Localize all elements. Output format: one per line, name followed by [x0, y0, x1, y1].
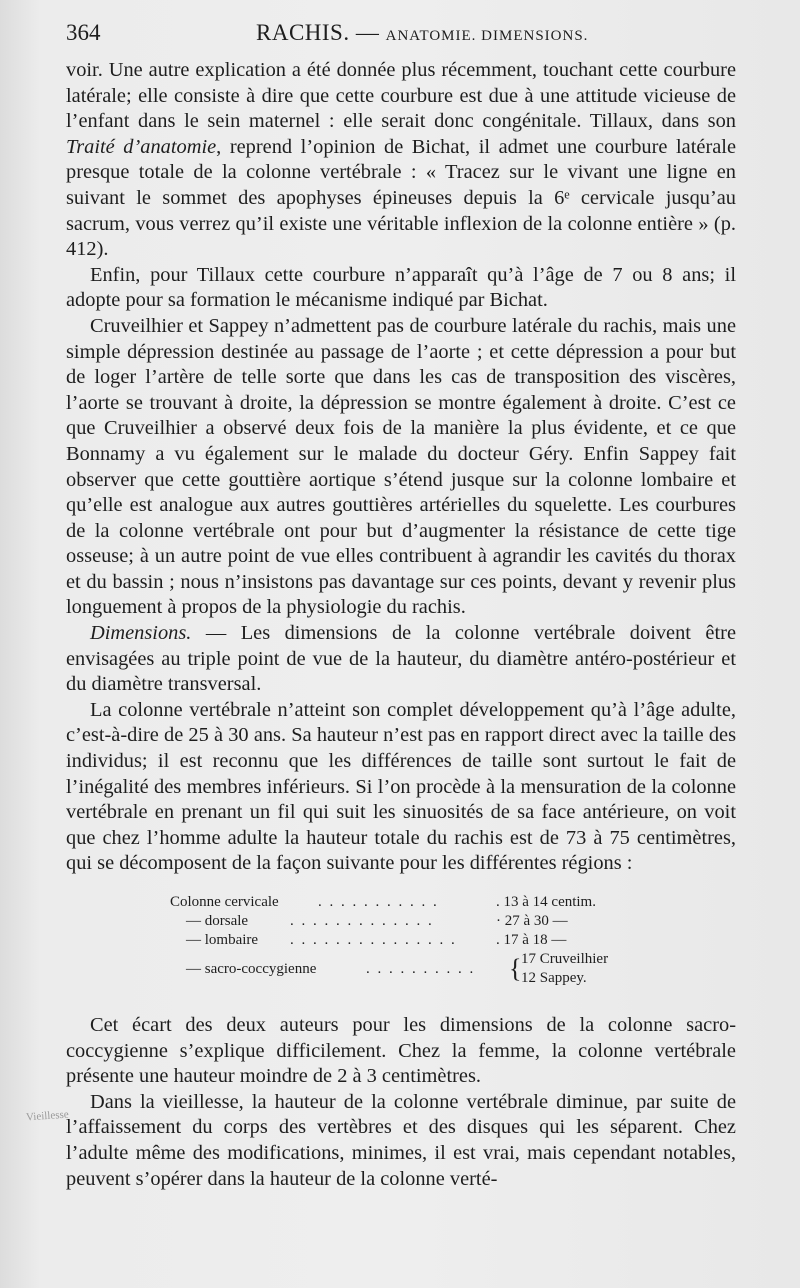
paragraph-7: Dans la vieillesse, la hauteur de la colonne vertébrale diminue, par suite de l’affaissement du corps des vertèbres et des disques qui les séparent. Chez l’adulte même des modifications, minimes, il est vrai, mais cependant notables, peuvent s’opérer dans la hauteur de la colonne verté- — [66, 1090, 736, 1190]
row-leader-dots: . . . . . . . . . . . — [318, 894, 439, 910]
row-label: — dorsale — [186, 913, 249, 929]
row-leader-dots: . . . . . . . . . . — [366, 961, 476, 977]
paragraph-1-rest: , reprend l’opinion de Bichat, il admet une courbure latérale presque totale de la colonne vertébrale : « Tracez sur le vivant une ligne en suivant le sommet des apophyses épineuses depuis la 6ᵉ cervicale jusqu’au sacrum, vous verrez qu’il existe une véritable inflexion de la colonne entière » (p. 412). — [66, 135, 736, 261]
paragraph-1-text: voir. Une autre explication a été donnée plus récemment, touchant cette courbure latérale; elle consiste à dire que cette courbure est due à une attitude vicieuse de l’enfant dans le sein maternel : elle serait donc congénitale. Tillaux, dans son — [66, 59, 736, 133]
row-value-sappey: 12 Sappey. — [521, 970, 587, 986]
paragraph-5: La colonne vertébrale n’atteint son complet développement qu’à l’âge adulte, c’est-à-dire de 25 à 30 ans. Sa hauteur n’est pas en rapport direct avec la taille des individus; il est reconnu que les différences de taille sont surtout le fait de l’inégalité des membres inférieurs. Si l’on procède à la mensuration de la colonne vertébrale en prenant un fil qui suit les sinuosités de sa face antérieure, on voit que chez l’homme adulte la hauteur totale du rachis est de 73 à 75 centimètres, qui se décomposent de la façon suivante pour les différentes régions : — [66, 698, 736, 875]
row-value-cruveilhier: 17 Cruveilhier — [521, 951, 609, 967]
body-text — [66, 58, 736, 1192]
running-title-main: RACHIS. — [256, 20, 350, 45]
section-heading-dimensions: Dimensions. — [90, 622, 192, 645]
row-leader-dots: . . . . . . . . . . . . . . . — [290, 932, 457, 948]
row-label: Colonne cervicale — [170, 894, 279, 910]
margin-annotation: Vieillesse — [25, 1108, 70, 1124]
table-brace: { — [509, 954, 522, 983]
paragraph-2: Enfin, pour Tillaux cette courbure n’apparaît qu’à l’âge de 7 ou 8 ans; il adopte pour sa formation le mécanisme indiqué par Bichat. — [66, 263, 736, 312]
paragraph-4 — [66, 621, 736, 698]
running-title-section: ANATOMIE. DIMENSIONS. — [385, 28, 589, 44]
paragraph-3: Cruveilhier et Sappey n’admettent pas de courbure latérale du rachis, mais une simple dépression destinée au passage de l’aorte ; et cette dépression a pour but de loger l’artère de telle sorte que dans les cas de transposition des viscères, l’aorte se trouvant à droite, la dépression se montre également à droite. C’est ce que Cruveilhier a observé deux fois de la manière la plus évidente, et ce que Bonnamy a vu également sur le malade du docteur Géry. Enfin Sappey fait observer que cette gouttière aortique s’étend jusque sur la colonne lombaire et qu’elle est analogue aux autres gouttières artérielles du squelette. Les courbures de la colonne vertébrale ont pour but d’augmenter la résistance de cette tige osseuse; à un autre point de vue elles contribuent à agrandir les cavités du thorax et du bassin ; nous n’insistons pas davantage sur ces points, devant y revenir plus longuement à propos de la physiologie du rachis. — [66, 314, 736, 619]
row-label: — lombaire — [186, 932, 259, 948]
paragraph-1 — [66, 58, 736, 263]
dimensions-table — [66, 893, 736, 997]
paragraph-6: Cet écart des deux auteurs pour les dimensions de la colonne sacro-coccygienne s’explique difficilement. Chez la femme, la colonne vertébrale présente une hauteur moindre de 2 à 3 centimètres. — [66, 1014, 736, 1088]
row-value: · 27 à 30 — — [496, 913, 568, 929]
paragraph-4-text: — Les dimensions de la colonne vertébrale doivent être envisagées au triple point de vue de la hauteur, du diamètre antéro-postérieur et du diamètre transversal. — [66, 622, 736, 696]
running-title — [256, 20, 588, 46]
running-header — [66, 18, 746, 52]
row-value: . 17 à 18 — — [496, 932, 567, 948]
row-leader-dots: . . . . . . . . . . . . . — [290, 913, 434, 929]
row-label: — sacro-coccygienne — [186, 961, 317, 977]
book-title-italic: Traité d’anatomie — [66, 135, 217, 158]
table-row — [66, 950, 736, 990]
page-number: 364 — [66, 20, 101, 45]
running-title-dash: — — [355, 20, 380, 45]
row-value: . 13 à 14 centim. — [496, 894, 596, 910]
